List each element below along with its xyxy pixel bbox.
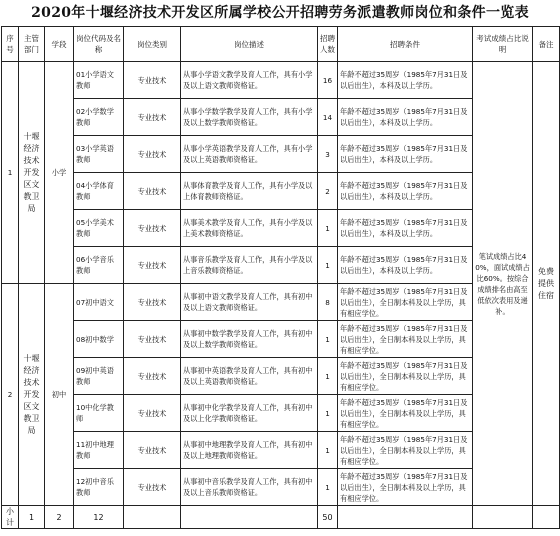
post-name: 10中化学教师 [74, 395, 124, 432]
post-type: 专业技术 [124, 469, 181, 506]
post-conditions: 年龄不超过35周岁（1985年7月31日及以后出生），全日制本科及以上学历，具有相应学位。 [338, 469, 473, 506]
summary-count: 50 [318, 506, 338, 529]
post-count: 1 [318, 469, 338, 506]
post-conditions: 年龄不超过35周岁（1985年7月31日及以后出生），全日制本科及以上学历，具有相应学位。 [338, 358, 473, 395]
post-conditions: 年龄不超过35周岁（1985年7月31日及以后出生），全日制本科及以上学历，具有相应学位。 [338, 321, 473, 358]
post-conditions: 年龄不超过35周岁（1985年7月31日及以后出生），本科及以上学历。 [338, 99, 473, 136]
post-conditions: 年龄不超过35周岁（1985年7月31日及以后出生），全日制本科及以上学历，具有相应学位。 [338, 284, 473, 321]
post-desc: 从事初中化学教学及育人工作，具有初中及以上化学教师资格证。 [181, 395, 318, 432]
post-conditions: 年龄不超过35周岁（1985年7月31日及以后出生），本科及以上学历。 [338, 173, 473, 210]
header-seq: 序号 [2, 27, 19, 62]
post-name: 04小学体育教师 [74, 173, 124, 210]
post-type: 专业技术 [124, 136, 181, 173]
group-stage: 初中 [45, 284, 74, 506]
post-desc: 从事小学语文教学及育人工作，具有小学及以上语文教师资格证。 [181, 62, 318, 99]
post-count: 2 [318, 173, 338, 210]
post-name: 06小学音乐教师 [74, 247, 124, 284]
post-name: 01小学语文教师 [74, 62, 124, 99]
post-conditions: 年龄不超过35周岁（1985年7月31日及以后出生），本科及以上学历。 [338, 136, 473, 173]
post-name: 03小学英语教师 [74, 136, 124, 173]
header-remark: 备注 [533, 27, 560, 62]
post-type: 专业技术 [124, 210, 181, 247]
post-count: 14 [318, 99, 338, 136]
summary-stage: 2 [45, 506, 74, 529]
post-desc: 从事初中地理教学及育人工作，具有初中及以上地理教师资格证。 [181, 432, 318, 469]
header-conditions: 招聘条件 [338, 27, 473, 62]
header-school: 学段 [45, 27, 74, 62]
post-name: 08初中数学 [74, 321, 124, 358]
post-count: 1 [318, 395, 338, 432]
group-stage: 小学 [45, 62, 74, 284]
post-type: 专业技术 [124, 173, 181, 210]
post-conditions: 年龄不超过35周岁（1985年7月31日及以后出生），本科及以上学历。 [338, 247, 473, 284]
post-desc: 从事初中英语教学及育人工作，具有初中及以上英语教师资格证。 [181, 358, 318, 395]
header-post-desc: 岗位描述 [181, 27, 318, 62]
post-name: 09初中英语教师 [74, 358, 124, 395]
header-row [2, 27, 560, 62]
post-count: 8 [318, 284, 338, 321]
post-desc: 从事小学英语教学及育人工作，具有小学及以上英语教师资格证。 [181, 136, 318, 173]
post-desc: 从事美术教学及育人工作，具有小学及以上美术教师资格证。 [181, 210, 318, 247]
post-count: 1 [318, 432, 338, 469]
post-name: 05小学美术教师 [74, 210, 124, 247]
post-type: 专业技术 [124, 358, 181, 395]
table-row [2, 62, 560, 99]
post-desc: 从事初中数学教学及育人工作，具有初中及以上数学教师资格证。 [181, 321, 318, 358]
group-seq: 1 [2, 62, 19, 284]
post-type: 专业技术 [124, 395, 181, 432]
post-name: 12初中音乐教师 [74, 469, 124, 506]
summary-label: 小计 [2, 506, 19, 529]
post-desc: 从事音乐教学及育人工作，具有小学及以上音乐教师资格证。 [181, 247, 318, 284]
header-post-code: 岗位代码及名称 [74, 27, 124, 62]
post-name: 02小学数学教师 [74, 99, 124, 136]
post-type: 专业技术 [124, 99, 181, 136]
header-dept: 主管部门 [19, 27, 45, 62]
post-type: 专业技术 [124, 321, 181, 358]
recruitment-table [1, 26, 560, 529]
group-dept: 十堰经济技术开发区文教卫局 [19, 62, 45, 284]
post-count: 1 [318, 321, 338, 358]
group-dept: 十堰经济技术开发区文教卫局 [19, 284, 45, 506]
post-name: 11初中地理教师 [74, 432, 124, 469]
summary-posts: 12 [74, 506, 124, 529]
header-count: 招聘人数 [318, 27, 338, 62]
post-conditions: 年龄不超过35周岁（1985年7月31日及以后出生），全日制本科及以上学历，具有相应学位。 [338, 432, 473, 469]
remark-note: 免费提供住宿 [533, 62, 560, 506]
post-desc: 从事初中音乐教学及育人工作，具有初中及以上音乐教师资格证。 [181, 469, 318, 506]
page-title: 2020年十堰经济技术开发区所属学校公开招聘劳务派遣教师岗位和条件一览表 [31, 5, 529, 21]
post-count: 16 [318, 62, 338, 99]
post-desc: 从事初中语文教学及育人工作，具有初中及以上语文教师资格证。 [181, 284, 318, 321]
post-count: 1 [318, 358, 338, 395]
exam-note: 笔试成绩占比40%，面试成绩占比60%。按综合成绩排名由高至低依次表用及递补。 [473, 62, 533, 506]
summary-row [2, 506, 560, 529]
post-desc: 从事体育教学及育人工作，具有小学及以上体育教师资格证。 [181, 173, 318, 210]
post-type: 专业技术 [124, 62, 181, 99]
post-conditions: 年龄不超过35周岁（1985年7月31日及以后出生），本科及以上学历。 [338, 210, 473, 247]
post-conditions: 年龄不超过35周岁（1985年7月31日及以后出生），本科及以上学历。 [338, 62, 473, 99]
post-desc: 从事小学数学教学及育人工作，具有小学及以上数学教师资格证。 [181, 99, 318, 136]
post-type: 专业技术 [124, 284, 181, 321]
group-seq: 2 [2, 284, 19, 506]
post-conditions: 年龄不超过35周岁（1985年7月31日及以后出生），全日制本科及以上学历，具有相应学位。 [338, 395, 473, 432]
summary-seq: 1 [19, 506, 45, 529]
post-count: 3 [318, 136, 338, 173]
post-name: 07初中语文 [74, 284, 124, 321]
header-exam: 考试成绩占比说明 [473, 27, 533, 62]
header-post-type: 岗位类别 [124, 27, 181, 62]
post-count: 1 [318, 247, 338, 284]
post-count: 1 [318, 210, 338, 247]
post-type: 专业技术 [124, 432, 181, 469]
post-type: 专业技术 [124, 247, 181, 284]
